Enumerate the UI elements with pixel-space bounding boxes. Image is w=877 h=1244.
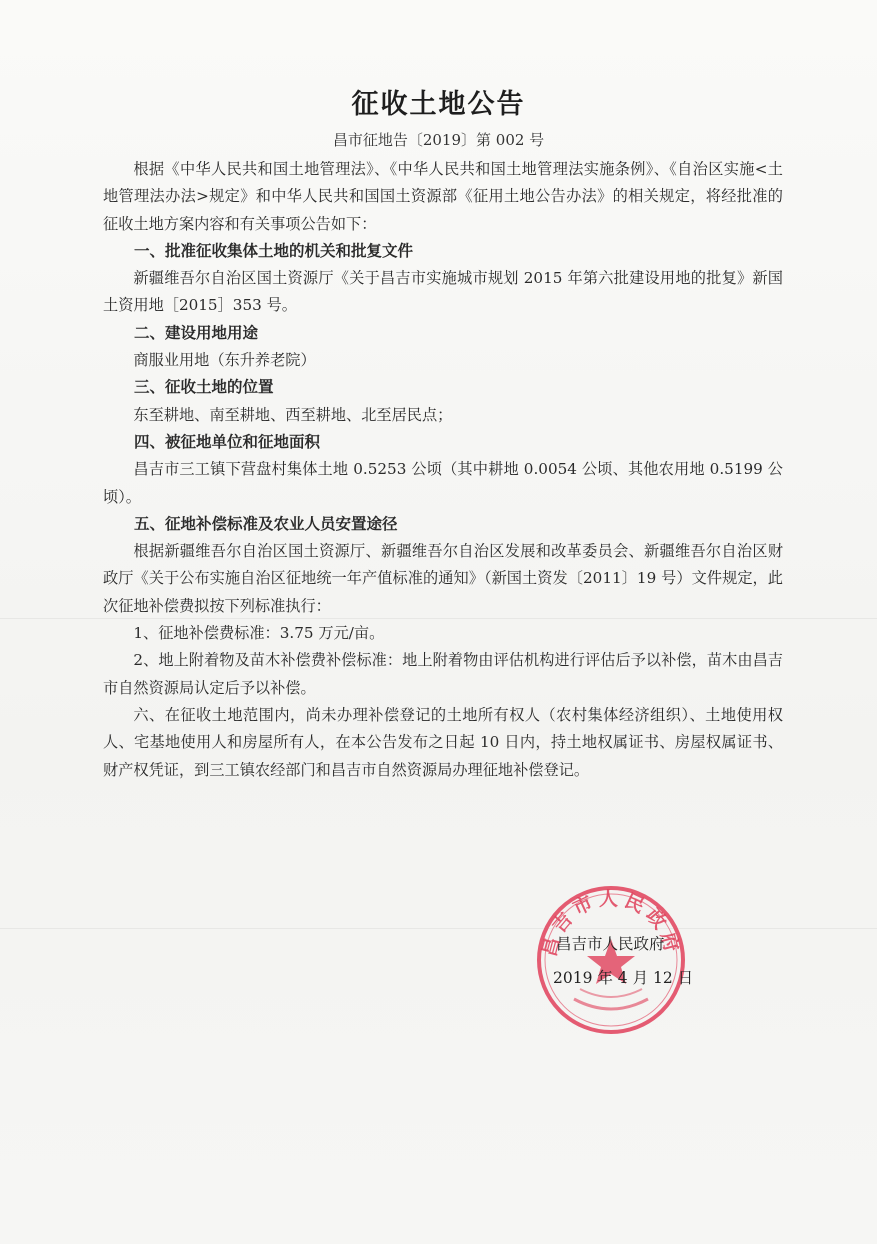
- paper-fold-line: [0, 928, 877, 929]
- paragraph: 1、征地补偿费标准：3.75 万元/亩。: [133, 624, 385, 643]
- paragraph: 2、地上附着物及苗木补偿费补偿标准：地上附着物由评估机构进行评估后予以补偿，苗木由昌吉市自然资源局认定后予以补偿。: [103, 651, 783, 697]
- signature-date: 2019 年 4 月 12 日: [553, 969, 694, 987]
- paragraph: 昌吉市三工镇下营盘村集体土地 0.5253 公顷（其中耕地 0.0054 公顷、其他农用地 0.5199 公顷）。: [103, 460, 783, 506]
- paragraph: 根据《中华人民共和国土地管理法》、《中华人民共和国土地管理法实施条例》、《自治区实施<土地管理法办法>规定》和中华人民共和国国土资源部《征用土地公告办法》的相关规定，将经批准的征收土地方案内容和有关事项公告如下：: [103, 160, 783, 233]
- signer-name: 昌吉市人民政府: [556, 935, 665, 953]
- paragraph: 东至耕地、南至耕地、西至耕地、北至居民点；: [133, 405, 453, 424]
- svg-text:昌吉市人民政府: 昌吉市人民政府: [538, 888, 684, 959]
- document-body: [103, 156, 783, 784]
- paragraph: 六、在征收土地范围内，尚未办理补偿登记的土地所有权人（农村集体经济组织）、土地使用权人、宅基地使用人和房屋所有人，在本公告发布之日起 10 日内，持土地权属证书、房屋权属证书、财产权凭证，到三工镇农经部门和昌吉市自然资源局办理征地补偿登记。: [103, 705, 783, 779]
- section-heading: 四、被征地单位和征地面积: [134, 432, 321, 451]
- page-title: 征收土地公告: [351, 89, 526, 120]
- section-heading: 二、建设用地用途: [134, 323, 259, 342]
- official-seal: [534, 883, 688, 1037]
- section-heading: 一、批准征收集体土地的机关和批复文件: [134, 241, 414, 260]
- paragraph: 新疆维吾尔自治区国土资源厅《关于昌吉市实施城市规划 2015 年第六批建设用地的批复》新国土资用地［2015］353 号。: [103, 269, 783, 315]
- section-heading: 五、征地补偿标准及农业人员安置途径: [134, 514, 398, 533]
- document-number: 昌市征地告〔2019〕第 002 号: [332, 131, 545, 149]
- section-heading: 三、征收土地的位置: [134, 378, 274, 397]
- paragraph: 商服业用地（东升养老院）: [133, 351, 316, 370]
- paragraph: 根据新疆维吾尔自治区国土资源厅、新疆维吾尔自治区发展和改革委员会、新疆维吾尔自治区财政厅《关于公布实施自治区征地统一年产值标准的通知》（新国土资发〔2011〕19 号）文件规定，此次征地补偿费拟按下列标准执行：: [103, 542, 783, 615]
